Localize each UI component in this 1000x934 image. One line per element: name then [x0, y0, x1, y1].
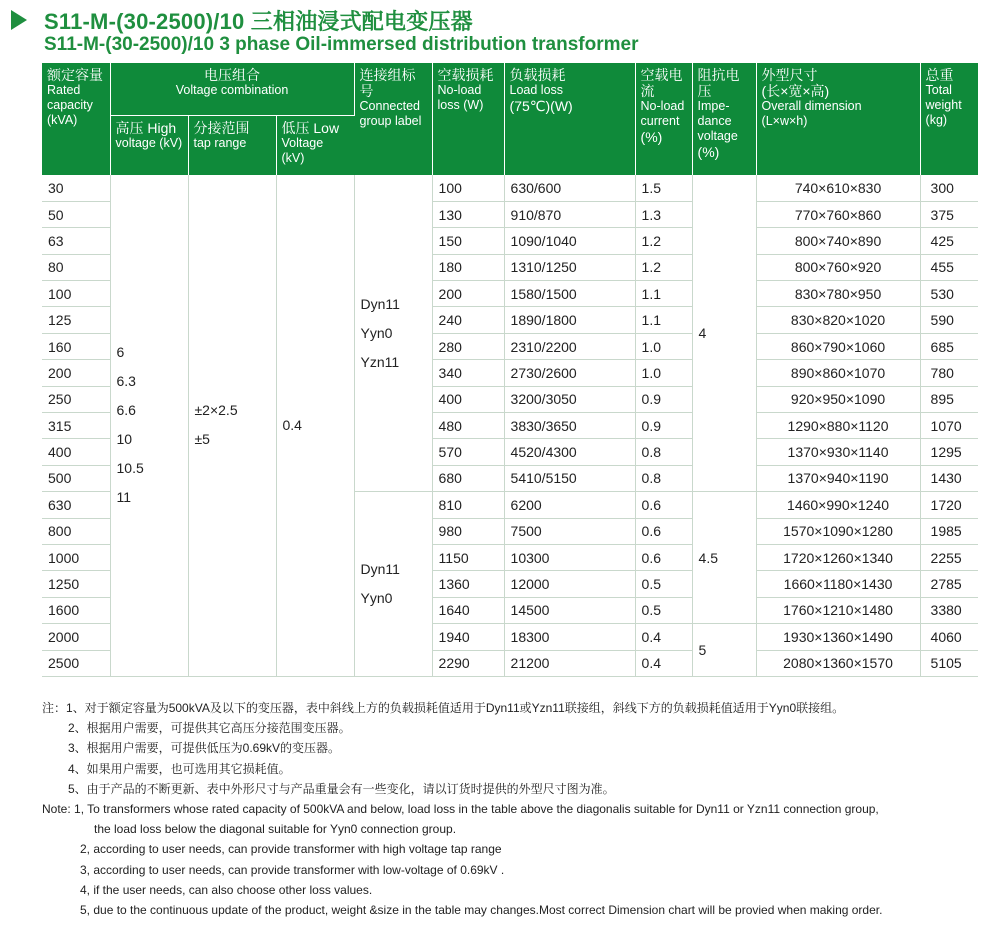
- cell-load-loss: 7500: [504, 518, 635, 544]
- cell-no-load-loss: 1940: [432, 624, 504, 650]
- cell-dimension: 740×610×830: [756, 175, 920, 201]
- stack-value: 10: [116, 431, 133, 448]
- stack-value: Yyn0: [360, 324, 393, 341]
- cell-capacity: 250: [42, 386, 110, 412]
- header-total-weight: 总重 Total weight (kg): [920, 63, 978, 175]
- cell-weight: 1720: [920, 492, 978, 518]
- header-tap-range: 分接范围 tap range: [188, 115, 276, 175]
- stack-value: Yyn0: [360, 590, 393, 607]
- cell-capacity: 80: [42, 254, 110, 280]
- cell-no-load-current: 1.1: [635, 307, 692, 333]
- cell-weight: 1070: [920, 413, 978, 439]
- cell-high-voltage: [110, 175, 188, 676]
- cell-capacity: 100: [42, 281, 110, 307]
- cell-weight: 425: [920, 228, 978, 254]
- cell-weight: 3380: [920, 597, 978, 623]
- note-en-3: 3, according to user needs, can provide transformer with low-voltage of 0.69kV .: [80, 862, 505, 877]
- cell-weight: 5105: [920, 650, 978, 676]
- cell-dimension: 1290×880×1120: [756, 413, 920, 439]
- cell-capacity: 400: [42, 439, 110, 465]
- note-en-4: 4, if the user needs, can also choose other loss values.: [80, 882, 373, 897]
- cell-dimension: 800×740×890: [756, 228, 920, 254]
- header-no-load-current: 空载电流 No-load current (%): [635, 63, 692, 175]
- cell-no-load-current: 1.2: [635, 254, 692, 280]
- cell-dimension: 890×860×1070: [756, 360, 920, 386]
- header-rated-capacity: 额定容量 Rated capacity (kVA): [42, 63, 110, 175]
- cell-weight: 4060: [920, 624, 978, 650]
- cell-no-load-current: 1.3: [635, 201, 692, 227]
- header-high-voltage: 高压 High voltage (kV): [110, 115, 188, 175]
- cell-load-loss: 4520/4300: [504, 439, 635, 465]
- cell-weight: 530: [920, 281, 978, 307]
- stack-value: 11: [116, 489, 132, 506]
- cell-no-load-current: 1.0: [635, 360, 692, 386]
- cell-weight: 780: [920, 360, 978, 386]
- cell-no-load-loss: 1640: [432, 597, 504, 623]
- cell-impedance: 4: [692, 175, 756, 492]
- cell-no-load-loss: 150: [432, 228, 504, 254]
- cell-dimension: 770×760×860: [756, 201, 920, 227]
- note-en-2: 2, according to user needs, can provide transformer with high voltage tap range: [80, 842, 502, 857]
- cell-no-load-current: 0.6: [635, 518, 692, 544]
- cell-no-load-current: 1.2: [635, 228, 692, 254]
- cell-dimension: 920×950×1090: [756, 386, 920, 412]
- stack-value: ±5: [194, 431, 210, 448]
- cell-group-label: [354, 175, 432, 492]
- cell-dimension: 1460×990×1240: [756, 492, 920, 518]
- cell-no-load-loss: 2290: [432, 650, 504, 676]
- cell-load-loss: 12000: [504, 571, 635, 597]
- cell-no-load-current: 1.1: [635, 281, 692, 307]
- header-overall-dimension: 外型尺寸 (长×宽×高) Overall dimension (L×w×h): [756, 63, 920, 175]
- cell-capacity: 2000: [42, 624, 110, 650]
- cell-capacity: 630: [42, 492, 110, 518]
- cell-no-load-loss: 240: [432, 307, 504, 333]
- cell-no-load-current: 1.0: [635, 333, 692, 359]
- cell-load-loss: 3830/3650: [504, 413, 635, 439]
- cell-capacity: 63: [42, 228, 110, 254]
- cell-no-load-current: 0.4: [635, 624, 692, 650]
- cell-weight: 1295: [920, 439, 978, 465]
- cell-dimension: 830×780×950: [756, 281, 920, 307]
- title-chinese: S11-M-(30-2500)/10 三相油浸式配电变压器: [44, 9, 473, 34]
- note-en-1b: the load loss below the diagonal suitable for Yyn0 connection group.: [94, 822, 457, 837]
- cell-dimension: 830×820×1020: [756, 307, 920, 333]
- cell-capacity: 500: [42, 465, 110, 491]
- cell-no-load-current: 0.6: [635, 492, 692, 518]
- header-group-label: 连接组标号 Connected group label: [354, 63, 432, 175]
- cell-dimension: 1660×1180×1430: [756, 571, 920, 597]
- cell-no-load-loss: 400: [432, 386, 504, 412]
- cell-capacity: 50: [42, 201, 110, 227]
- cell-weight: 1430: [920, 465, 978, 491]
- cell-capacity: 200: [42, 360, 110, 386]
- stack-value: 10.5: [116, 460, 144, 477]
- cell-weight: 685: [920, 333, 978, 359]
- note-en-5: 5, due to the continuous update of the product, weight &size in the table may changes.Most correct Dimension chart will be provied when making order.: [80, 903, 883, 918]
- cell-no-load-current: 1.5: [635, 175, 692, 201]
- cell-load-loss: 2730/2600: [504, 360, 635, 386]
- cell-no-load-loss: 130: [432, 201, 504, 227]
- title-english: S11-M-(30-2500)/10 3 phase Oil-immersed distribution transformer: [44, 34, 639, 55]
- cell-no-load-current: 0.9: [635, 413, 692, 439]
- cell-no-load-loss: 1150: [432, 544, 504, 570]
- header-low-voltage: 低压 Low Voltage (kV): [276, 115, 354, 175]
- cell-weight: 300: [920, 175, 978, 201]
- table-body: [42, 175, 978, 676]
- cell-dimension: 2080×1360×1570: [756, 650, 920, 676]
- cell-capacity: 315: [42, 413, 110, 439]
- cell-load-loss: 6200: [504, 492, 635, 518]
- cell-weight: 2785: [920, 571, 978, 597]
- stack-value: 6.6: [116, 402, 136, 419]
- play-arrow-icon: [11, 10, 27, 30]
- cell-load-loss: 630/600: [504, 175, 635, 201]
- note-cn-3: 3、根据用户需要，可提供低压为0.69kV的变压器。: [68, 741, 341, 756]
- cell-load-loss: 18300: [504, 624, 635, 650]
- cell-load-loss: 21200: [504, 650, 635, 676]
- cell-no-load-current: 0.4: [635, 650, 692, 676]
- cell-no-load-loss: 180: [432, 254, 504, 280]
- cell-load-loss: 1090/1040: [504, 228, 635, 254]
- cell-load-loss: 1310/1250: [504, 254, 635, 280]
- spec-table: [42, 63, 978, 677]
- cell-weight: 1985: [920, 518, 978, 544]
- header-load-loss: 负载损耗 Load loss (75℃)(W): [504, 63, 635, 175]
- stack-value: 6: [116, 344, 125, 361]
- cell-no-load-loss: 340: [432, 360, 504, 386]
- page-title: [0, 0, 1000, 62]
- cell-no-load-current: 0.9: [635, 386, 692, 412]
- note-cn-5: 5、由于产品的不断更新、表中外形尺寸与产品重量会有一些变化，请以订货时提供的外型尺寸图为准。: [68, 781, 615, 796]
- stack-value: ±2×2.5: [194, 402, 238, 419]
- cell-weight: 895: [920, 386, 978, 412]
- cell-dimension: 1930×1360×1490: [756, 624, 920, 650]
- cell-dimension: 1760×1210×1480: [756, 597, 920, 623]
- notes: [42, 698, 992, 920]
- cell-no-load-current: 0.8: [635, 465, 692, 491]
- cell-low-voltage: 0.4: [276, 175, 354, 676]
- cell-no-load-loss: 680: [432, 465, 504, 491]
- cell-dimension: 1370×930×1140: [756, 439, 920, 465]
- cell-weight: 2255: [920, 544, 978, 570]
- cell-load-loss: 3200/3050: [504, 386, 635, 412]
- header-impedance-voltage: 阻抗电压 Impe-dance voltage (%): [692, 63, 756, 175]
- cell-no-load-loss: 480: [432, 413, 504, 439]
- cell-no-load-current: 0.5: [635, 597, 692, 623]
- cell-capacity: 160: [42, 333, 110, 359]
- cell-no-load-loss: 810: [432, 492, 504, 518]
- cell-capacity: 1000: [42, 544, 110, 570]
- cell-load-loss: 10300: [504, 544, 635, 570]
- cell-group-label: [354, 492, 432, 677]
- cell-no-load-current: 0.8: [635, 439, 692, 465]
- cell-capacity: 800: [42, 518, 110, 544]
- cell-no-load-loss: 200: [432, 281, 504, 307]
- cell-tap-range: [188, 175, 276, 676]
- cell-dimension: 1370×940×1190: [756, 465, 920, 491]
- table-header: [42, 63, 978, 175]
- cell-load-loss: 14500: [504, 597, 635, 623]
- cell-weight: 375: [920, 201, 978, 227]
- note-cn-4: 4、如果用户需要，也可选用其它损耗值。: [68, 761, 291, 776]
- cell-weight: 590: [920, 307, 978, 333]
- cell-capacity: 1600: [42, 597, 110, 623]
- cell-no-load-loss: 570: [432, 439, 504, 465]
- cell-no-load-loss: 980: [432, 518, 504, 544]
- cell-no-load-current: 0.6: [635, 544, 692, 570]
- cell-capacity: 2500: [42, 650, 110, 676]
- cell-dimension: 1570×1090×1280: [756, 518, 920, 544]
- cell-capacity: 1250: [42, 571, 110, 597]
- cell-weight: 455: [920, 254, 978, 280]
- stack-value: Dyn11: [360, 561, 400, 578]
- cell-load-loss: 1580/1500: [504, 281, 635, 307]
- cell-no-load-current: 0.5: [635, 571, 692, 597]
- cell-load-loss: 1890/1800: [504, 307, 635, 333]
- cell-load-loss: 2310/2200: [504, 333, 635, 359]
- cell-capacity: 30: [42, 175, 110, 201]
- cell-dimension: 1720×1260×1340: [756, 544, 920, 570]
- cell-impedance: 4.5: [692, 492, 756, 624]
- cell-no-load-loss: 280: [432, 333, 504, 359]
- cell-load-loss: 910/870: [504, 201, 635, 227]
- table-row: [42, 175, 978, 201]
- stack-value: Dyn11: [360, 295, 400, 312]
- header-no-load-loss: 空载损耗 No-load loss (W): [432, 63, 504, 175]
- cell-capacity: 125: [42, 307, 110, 333]
- note-cn-1: 注：1、对于额定容量为500kVA及以下的变压器，表中斜线上方的负载损耗值适用于Dyn11或Yzn11联接组，斜线下方的负载损耗值适用于Yyn0联接组。: [42, 701, 845, 715]
- note-en-1: Note: 1, To transformers whose rated capacity of 500kVA and below, load loss in the table above the diagonalis suitable for Dyn11 or Yzn11 connection group,: [42, 802, 879, 817]
- stack-value: Yzn11: [360, 353, 400, 370]
- cell-load-loss: 5410/5150: [504, 465, 635, 491]
- cell-no-load-loss: 100: [432, 175, 504, 201]
- header-voltage-combination: 电压组合 Voltage combination: [110, 63, 354, 115]
- cell-dimension: 800×760×920: [756, 254, 920, 280]
- stack-value: 6.3: [116, 373, 136, 390]
- cell-dimension: 860×790×1060: [756, 333, 920, 359]
- cell-no-load-loss: 1360: [432, 571, 504, 597]
- cell-impedance: 5: [692, 624, 756, 677]
- note-cn-2: 2、根据用户需要，可提供其它高压分接范围变压器。: [68, 721, 351, 736]
